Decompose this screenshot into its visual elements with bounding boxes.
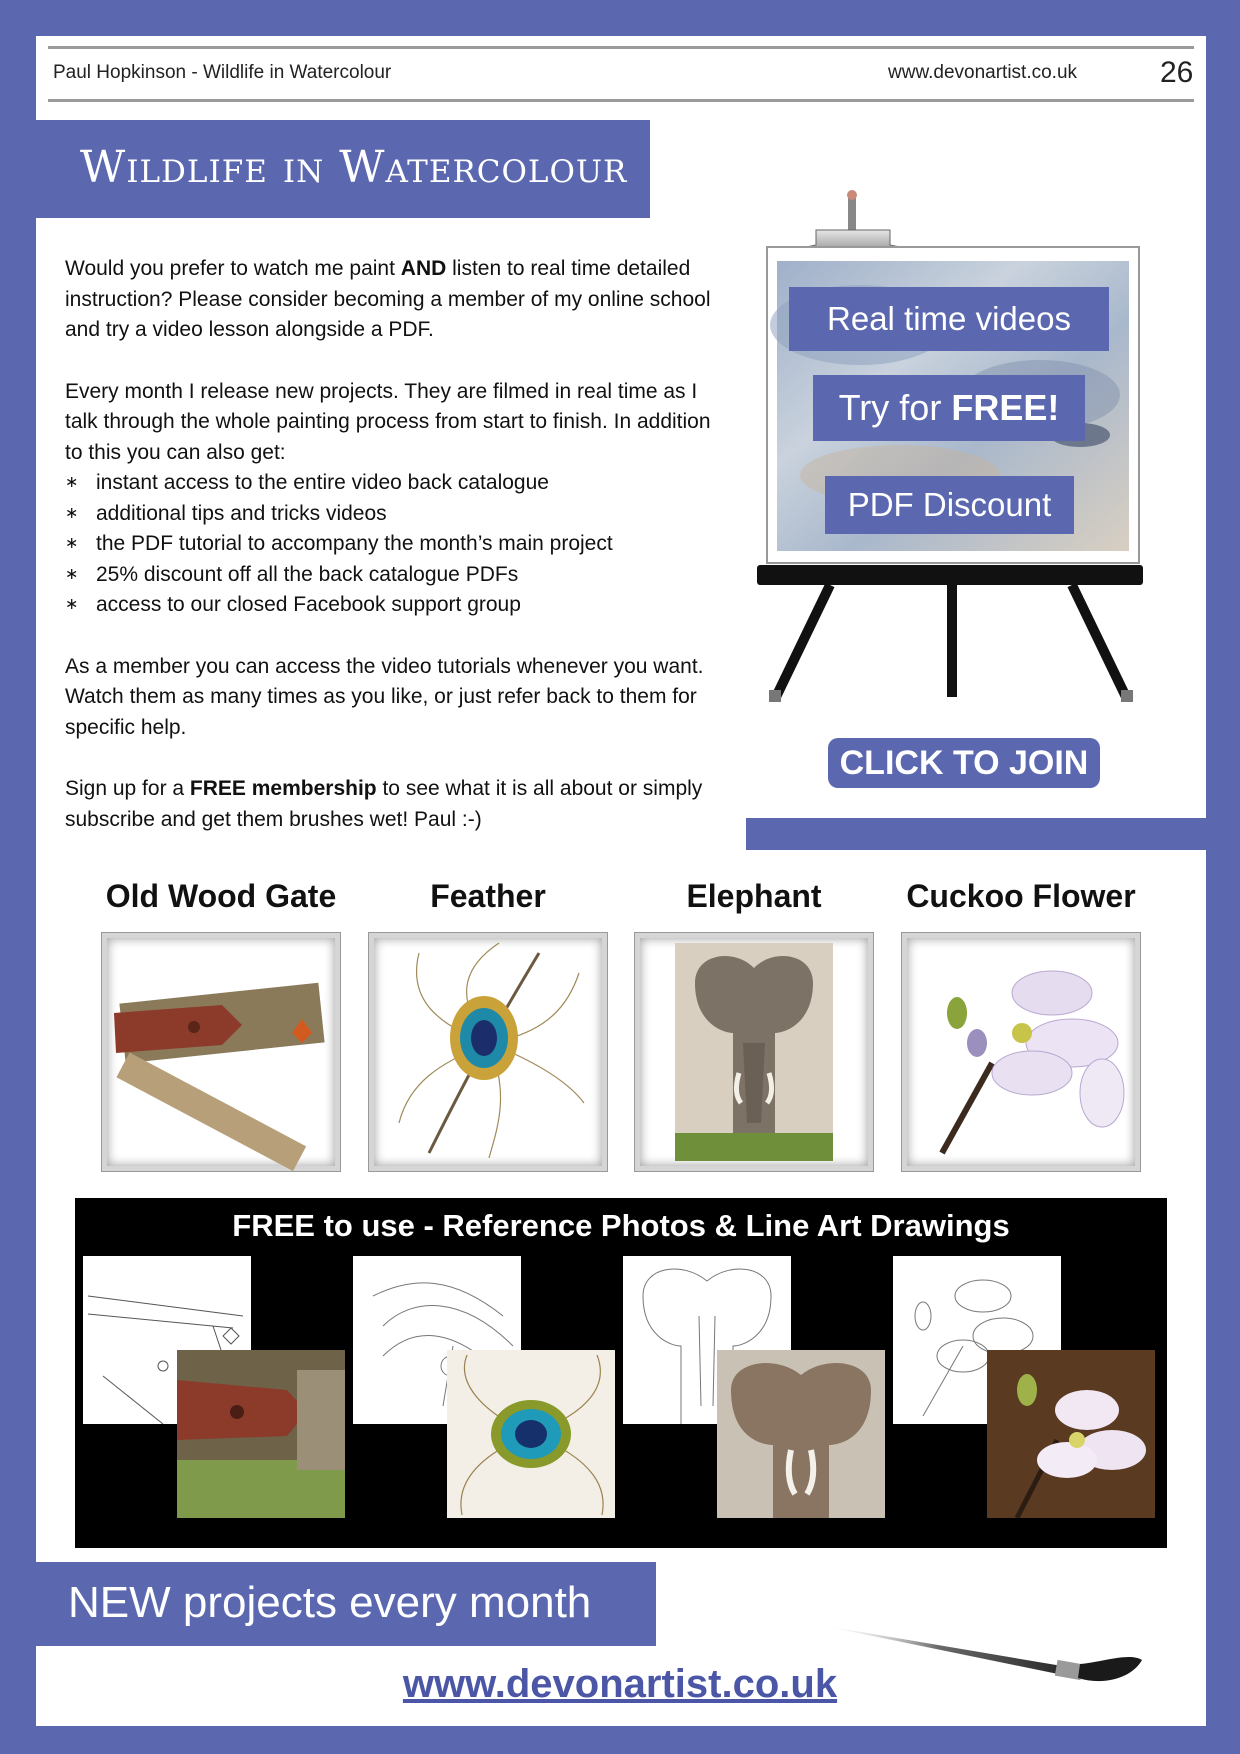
photo-feather-image (447, 1350, 615, 1518)
photo-feather[interactable] (447, 1350, 615, 1518)
section-divider-bar (746, 818, 1206, 850)
easel-illustration (750, 185, 1150, 705)
elephant-painting (635, 933, 873, 1171)
reference-title: FREE to use - Reference Photos & Line Art Drawings (232, 1208, 1010, 1243)
list-item: ∗ 25% discount off all the back catalogue PDFs (65, 562, 519, 586)
photo-cuckoo-flower-image (987, 1350, 1155, 1518)
photo-cuckoo-flower[interactable] (987, 1350, 1155, 1518)
header-bottom-rule (48, 99, 1194, 102)
project-title-cuckoo-flower: Cuckoo Flower (906, 878, 1136, 914)
intro-paragraph: Would you prefer to watch me paint AND listen to real time detailed instruction? Please consider becoming a member of my online school and try a video lesson alongside a PDF. (65, 257, 711, 341)
header-website[interactable]: www.devonartist.co.uk (888, 62, 1078, 83)
list-item: ∗ additional tips and tricks videos (65, 501, 387, 525)
monthly-paragraph: Every month I release new projects. They are filmed in real time as I talk through the whole painting process from start to finish. In addition to this you can also get: (65, 379, 711, 464)
project-thumbnail-cuckoo-flower[interactable] (901, 932, 1141, 1172)
photo-elephant-image (717, 1350, 885, 1518)
reference-photos-panel (75, 1198, 1167, 1548)
new-projects-banner (36, 1562, 656, 1646)
pdf-discount-button[interactable]: PDF Discount (825, 476, 1074, 534)
photo-gate-image (177, 1350, 345, 1518)
project-title-feather: Feather (430, 878, 546, 914)
page-number: 26 (1160, 56, 1194, 89)
footer-website-link[interactable]: www.devonartist.co.uk (402, 1662, 838, 1706)
real-time-videos-button[interactable]: Real time videos (789, 287, 1109, 351)
photo-gate[interactable] (177, 1350, 345, 1518)
header-author-title: Paul Hopkinson - Wildlife in Watercolour (53, 62, 392, 83)
cuckoo-flower-painting (902, 933, 1140, 1171)
project-thumbnail-elephant[interactable] (634, 932, 874, 1172)
gate-painting (102, 933, 340, 1171)
list-item: ∗ the PDF tutorial to accompany the month’s main project (65, 532, 613, 555)
project-thumbnail-old-wood-gate[interactable] (101, 932, 341, 1172)
try-free-button[interactable]: Try for FREE! (813, 375, 1085, 441)
benefits-list (65, 468, 715, 621)
click-to-join-button[interactable]: CLICK TO JOIN (828, 738, 1100, 788)
member-paragraph: As a member you can access the video tutorials whenever you want. Watch them as many times as you like, or just refer back to them for specific help. (65, 654, 704, 739)
photo-elephant[interactable] (717, 1350, 885, 1518)
project-thumbnail-feather[interactable] (368, 932, 608, 1172)
signup-paragraph: Sign up for a FREE membership to see what it is all about or simply subscribe and get them brushes wet! Paul :-) (65, 777, 703, 831)
page-title: Wildlife in Watercolour (80, 142, 628, 193)
header-top-rule (48, 46, 1194, 49)
new-projects-text: NEW projects every month (68, 1578, 592, 1627)
project-title-elephant: Elephant (686, 878, 822, 914)
project-title-old-wood-gate: Old Wood Gate (105, 878, 337, 914)
list-item: ∗ instant access to the entire video back catalogue (65, 471, 549, 494)
body-copy (65, 254, 715, 866)
list-item: ∗ access to our closed Facebook support group (65, 593, 521, 616)
feather-painting (369, 933, 607, 1171)
title-banner (36, 120, 650, 218)
